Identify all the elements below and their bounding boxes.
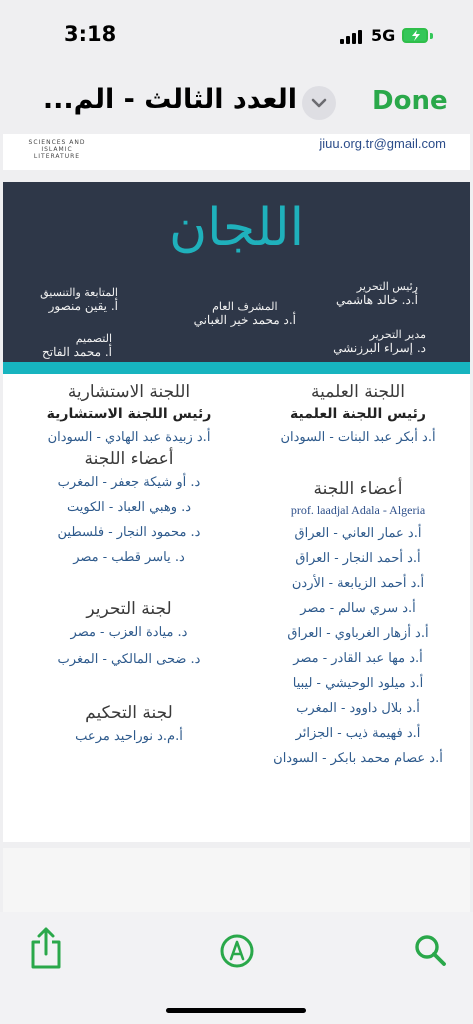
role-title: التصميم [75, 332, 112, 345]
scientific-committee [253, 382, 463, 766]
committee-head-name: أ.د زبيدة عبد الهادي - السودان [47, 430, 211, 445]
arbitration-committee-title: لجنة التحكيم [85, 703, 173, 723]
role-title: المتابعة والتنسيق [40, 286, 118, 299]
followup-coordination [40, 286, 118, 313]
member-name: أ.د أحمد الزيابعة - الأردن [291, 576, 425, 591]
member-name: أ.د عصام محمد بابكر - السودان [273, 751, 443, 766]
search-icon[interactable] [412, 932, 448, 972]
chevron-down-icon [302, 86, 336, 120]
role-name: أ.د محمد خير الغباني [193, 313, 296, 327]
member-name: د. أو شيكة جعفر - المغرب [57, 475, 201, 490]
home-indicator [166, 1008, 306, 1013]
journal-name-small: SCIENCES AND ISLAMIC LITERATURE [28, 139, 86, 160]
committee-head-label: رئيس اللجنة العلمية [290, 406, 426, 422]
member-name: أ.د فهيمة ذيب - الجزائر [295, 726, 421, 741]
member-name: أ.د مها عبد القادر - مصر [293, 651, 423, 666]
members-list [19, 475, 239, 565]
members-list [19, 625, 239, 667]
role-name: د. إسراء البرزنشي [333, 341, 426, 355]
next-page [3, 848, 470, 912]
page-header [3, 182, 470, 362]
member-name: أ.د ميلود الوحيشي - ليبيا [292, 676, 424, 691]
member-name: أ.د بلال داوود - المغرب [296, 701, 420, 716]
member-name: أ.د أزهار الغرباوي - العراق [287, 626, 429, 641]
member-name: د. ياسر قطب - مصر [73, 550, 185, 565]
member-name: أ.د سري سالم - مصر [300, 601, 416, 616]
battery-icon [402, 28, 428, 43]
journal-email[interactable]: jiuu.org.tr@gmail.com [319, 136, 446, 151]
network-label: 5G [371, 26, 396, 45]
role-name: أ. محمد الفاتح [42, 345, 112, 359]
editor-in-chief [336, 280, 418, 307]
markup-icon[interactable] [219, 933, 255, 973]
committee-head-name: أ.د أبكر عبد البنات - السودان [280, 430, 436, 445]
managing-editor [333, 328, 426, 355]
status-time: 3:18 [64, 22, 117, 46]
member-latin: prof. laadjal Adala - Algeria [290, 503, 426, 517]
committee-head-label: رئيس اللجنة الاستشارية [46, 406, 212, 422]
teal-divider [3, 362, 470, 374]
member-name: أ.م.د نوراحيد مرعب [75, 729, 183, 744]
title-menu-button[interactable] [302, 86, 336, 120]
member-name: د. ميادة العزب - مصر [70, 625, 188, 640]
role-title: المشرف العام [212, 300, 278, 313]
role-title: رئيس التحرير [356, 280, 418, 293]
section-title: اللجنة العلمية [311, 382, 405, 402]
design-credit [42, 332, 112, 359]
signal-icon [340, 30, 364, 44]
role-title: مدير التحرير [369, 328, 426, 341]
role-name: أ. يقين منصور [48, 299, 118, 313]
member-name: أ.د أحمد النجار - العراق [295, 551, 421, 566]
battery-cap [430, 33, 433, 39]
members-list [253, 526, 463, 766]
done-button[interactable]: Done [372, 86, 448, 116]
page-heading: اللجان [168, 198, 305, 258]
editing-committee-title: لجنة التحرير [86, 599, 172, 619]
members-title: أعضاء اللجنة [313, 479, 403, 499]
member-name: د. ضحى المالكي - المغرب [57, 652, 201, 667]
section-title: اللجنة الاستشارية [67, 382, 191, 402]
share-icon[interactable] [28, 926, 64, 974]
document-title[interactable]: العدد الثالث - الم... [42, 84, 297, 115]
member-name: د. محمود النجار - فلسطين [57, 525, 201, 540]
previous-page-strip [3, 134, 470, 170]
member-name: أ.د عمار العاني - العراق [294, 526, 422, 541]
member-name: د. وهبي العباد - الكويت [66, 500, 192, 515]
committees-page [3, 182, 470, 842]
advisory-committee [19, 382, 239, 744]
general-supervisor [194, 300, 296, 327]
status-bar [0, 0, 473, 64]
members-title: أعضاء اللجنة [84, 449, 174, 469]
role-name: أ.د. خالد هاشمي [336, 293, 418, 307]
members-list [19, 729, 239, 744]
